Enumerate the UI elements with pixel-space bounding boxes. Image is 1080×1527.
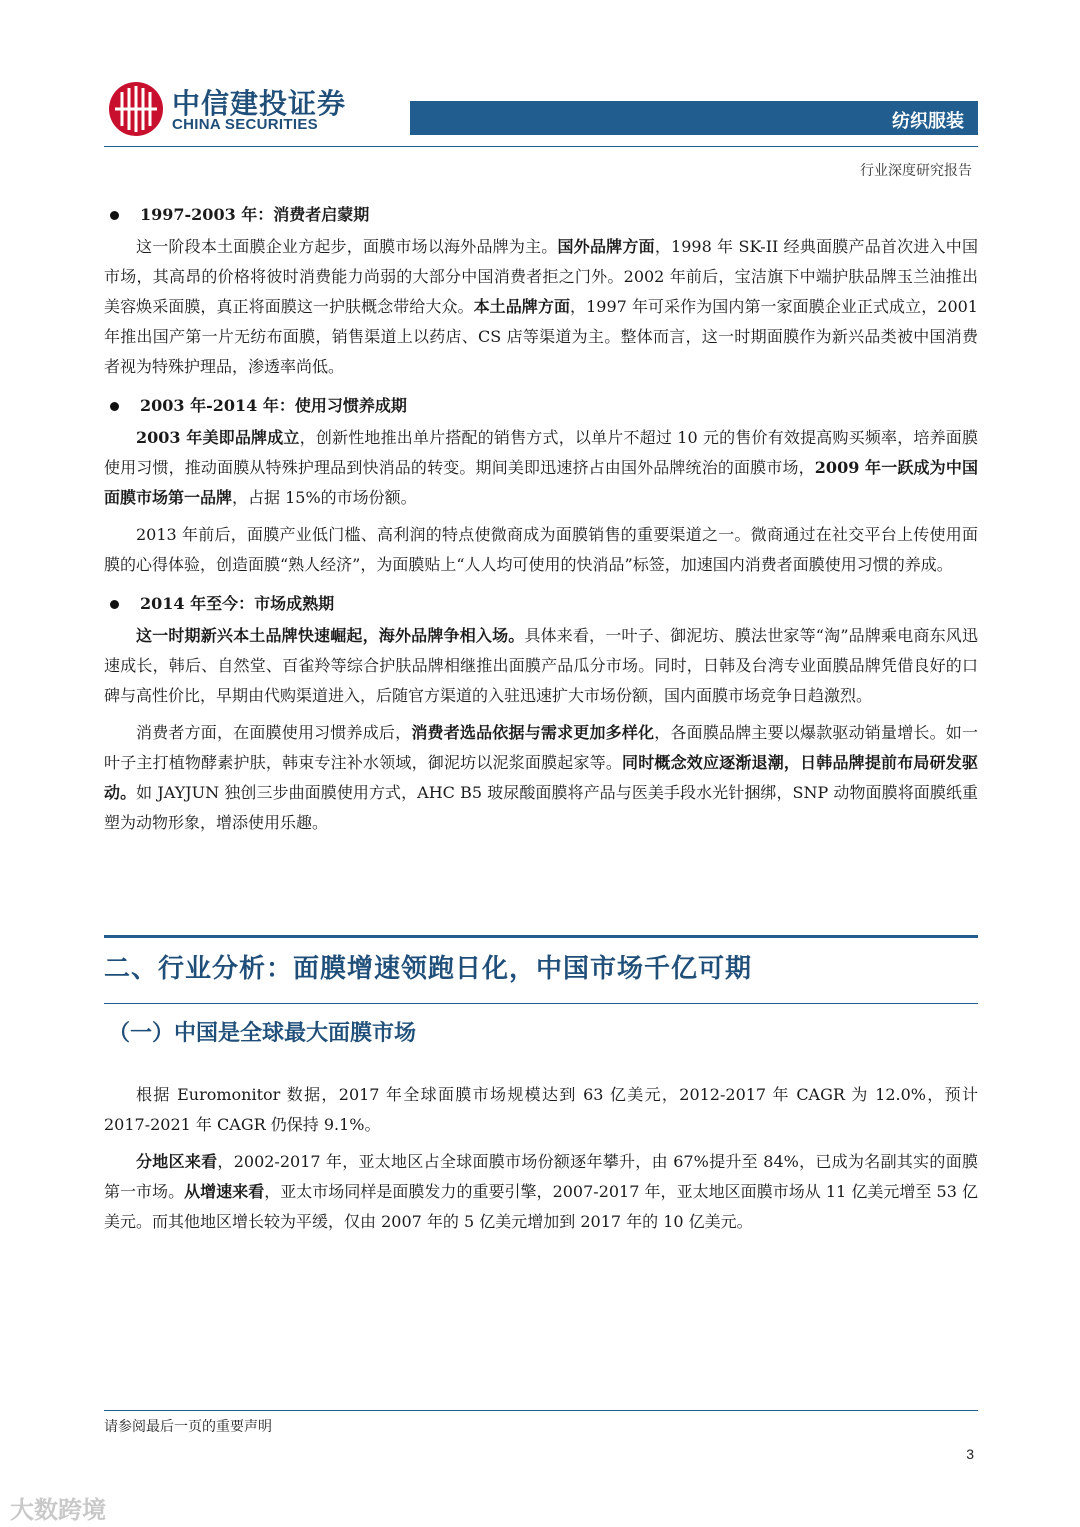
body-text: ，创新性地推出单片搭配的销售方式，以单片不超过 10 元的售价有效提高购买频率，培养面膜使用习惯，推动面膜从特殊护理品到快消品的转变。期间美即迅速挤占由国外品牌统治的面膜市场， <box>104 428 978 477</box>
disclaimer-note: 请参阅最后一页的重要声明 <box>104 1419 272 1435</box>
body-text: 如 JAYJUN 独创三步曲面膜使用方式，AHC B5 玻尿酸面膜将产品与医美手段水光针捆绑，SNP 动物面膜将面膜纸重塑为动物形象，增添使用乐趣。 <box>104 783 978 832</box>
body-text: 这一阶段本土面膜企业方起步，面膜市场以海外品牌为主。 <box>136 237 558 256</box>
body-text: ，各面膜品牌主要以爆款驱动销量增长。如一叶子主打植物酵素护肤，韩束专注补水领域，御泥坊以泥浆面膜起家等。 <box>104 723 978 772</box>
emphasis-text: 本土品牌方面 <box>473 297 571 316</box>
emphasis-text: 消费者选品依据与需求更加多样化 <box>411 723 655 742</box>
body-text: ，1997 年可采作为国内第一家面膜企业正式成立，2001 年推出国产第一片无纺布面膜，销售渠道上以药店、CS 店等渠道为主。整体而言，这一时期面膜作为新兴品类被中国消费者视为特殊护理品，渗透率尚低。 <box>104 297 978 376</box>
emphasis-text: 2009 年一跃成为中国面膜市场第一品牌 <box>104 458 978 507</box>
header-divider <box>104 146 978 147</box>
paragraph <box>104 520 978 580</box>
bullet-icon <box>110 402 119 411</box>
body-content <box>104 198 978 845</box>
emphasis-text: 国外品牌方面 <box>557 237 655 256</box>
page-number: 3 <box>966 1446 974 1462</box>
paragraph <box>104 621 978 711</box>
sector-banner <box>410 101 978 135</box>
paragraph <box>104 1147 978 1237</box>
section-title: 二、行业分析：面膜增速领跑日化，中国市场千亿可期 <box>104 935 978 1004</box>
body-text: 具体来看，一叶子、御泥坊、膜法世家等“淘”品牌乘电商东风迅速成长，韩后、自然堂、百雀羚等综合护肤品牌相继推出面膜产品瓜分市场。同时，日韩及台湾专业面膜品牌凭借良好的口碑与高性价比，早期由代购渠道进入，后随官方渠道的入驻迅速扩大市场份额，国内面膜市场竞争日趋激烈。 <box>104 626 978 705</box>
watermark: 大数跨境 <box>10 1496 106 1524</box>
sector-label: 纺织服装 <box>892 111 964 132</box>
paragraph <box>104 718 978 838</box>
body-text: 2013 年前后，面膜产业低门槛、高利润的特点使微商成为面膜销售的重要渠道之一。微商通过在社交平台上传使用面膜的心得体验，创造面膜“熟人经济”，为面膜贴上“人人均可使用的快消品”标签，加速国内消费者面膜使用习惯的养成。 <box>104 525 978 574</box>
emphasis-text: 这一时期新兴本土品牌快速崛起，海外品牌争相入场。 <box>136 626 525 645</box>
stage-heading <box>104 587 978 621</box>
bullet-icon <box>110 600 119 609</box>
body-text: 根据 Euromonitor 数据，2017 年全球面膜市场规模达到 63 亿美元，2012-2017 年 CAGR 为 12.0%，预计 2017-2021 年 CAGR 仍保持 9.1%。 <box>104 1085 978 1134</box>
body-text: 消费者方面，在面膜使用习惯养成后， <box>136 723 412 742</box>
section-content <box>104 1080 978 1244</box>
page-header <box>0 0 1080 190</box>
stage-heading-text: 2003 年-2014 年：使用习惯养成期 <box>140 396 407 415</box>
company-name-en: CHINA SECURITIES <box>172 116 318 133</box>
body-text: ，占据 15%的市场份额。 <box>232 488 417 507</box>
paragraph <box>104 232 978 382</box>
paragraph <box>104 1080 978 1140</box>
stage-heading-text: 2014 年至今：市场成熟期 <box>140 594 335 613</box>
body-text: ，亚太市场同样是面膜发力的重要引擎，2007-2017 年，亚太地区面膜市场从 11 亿美元增至 53 亿美元。而其他地区增长较为平缓，仅由 2007 年的 5 亿美元增加到 2017 年的 10 亿美元。 <box>104 1182 978 1231</box>
subsection-title: （一）中国是全球最大面膜市场 <box>108 1021 417 1046</box>
bullet-icon <box>110 211 119 220</box>
china-securities-logo-icon <box>107 80 165 138</box>
report-type: 行业深度研究报告 <box>860 163 972 179</box>
body-text: ，1998 年 SK-II 经典面膜产品首次进入中国市场，其高昂的价格将彼时消费能力尚弱的大部分中国消费者拒之门外。2002 年前后，宝洁旗下中端护肤品牌玉兰油推出美容焕采面膜，真正将面膜这一护肤概念带给大众。 <box>104 237 978 316</box>
emphasis-text: 分地区来看 <box>136 1152 218 1171</box>
paragraph <box>104 423 978 513</box>
emphasis-text: 2003 年美即品牌成立 <box>136 428 300 447</box>
stage-heading <box>104 389 978 423</box>
emphasis-text: 同时概念效应逐渐退潮，日韩品牌提前布局研发驱动。 <box>104 753 978 802</box>
company-name-cn: 中信建投证券 <box>172 87 347 120</box>
body-text: ，2002-2017 年，亚太地区占全球面膜市场份额逐年攀升，由 67%提升至 84%，已成为名副其实的面膜第一市场。 <box>104 1152 978 1201</box>
stage-heading <box>104 198 978 232</box>
emphasis-text: 从增速来看 <box>184 1182 265 1201</box>
stage-heading-text: 1997-2003 年：消费者启蒙期 <box>140 205 370 224</box>
footer-divider <box>104 1410 978 1411</box>
